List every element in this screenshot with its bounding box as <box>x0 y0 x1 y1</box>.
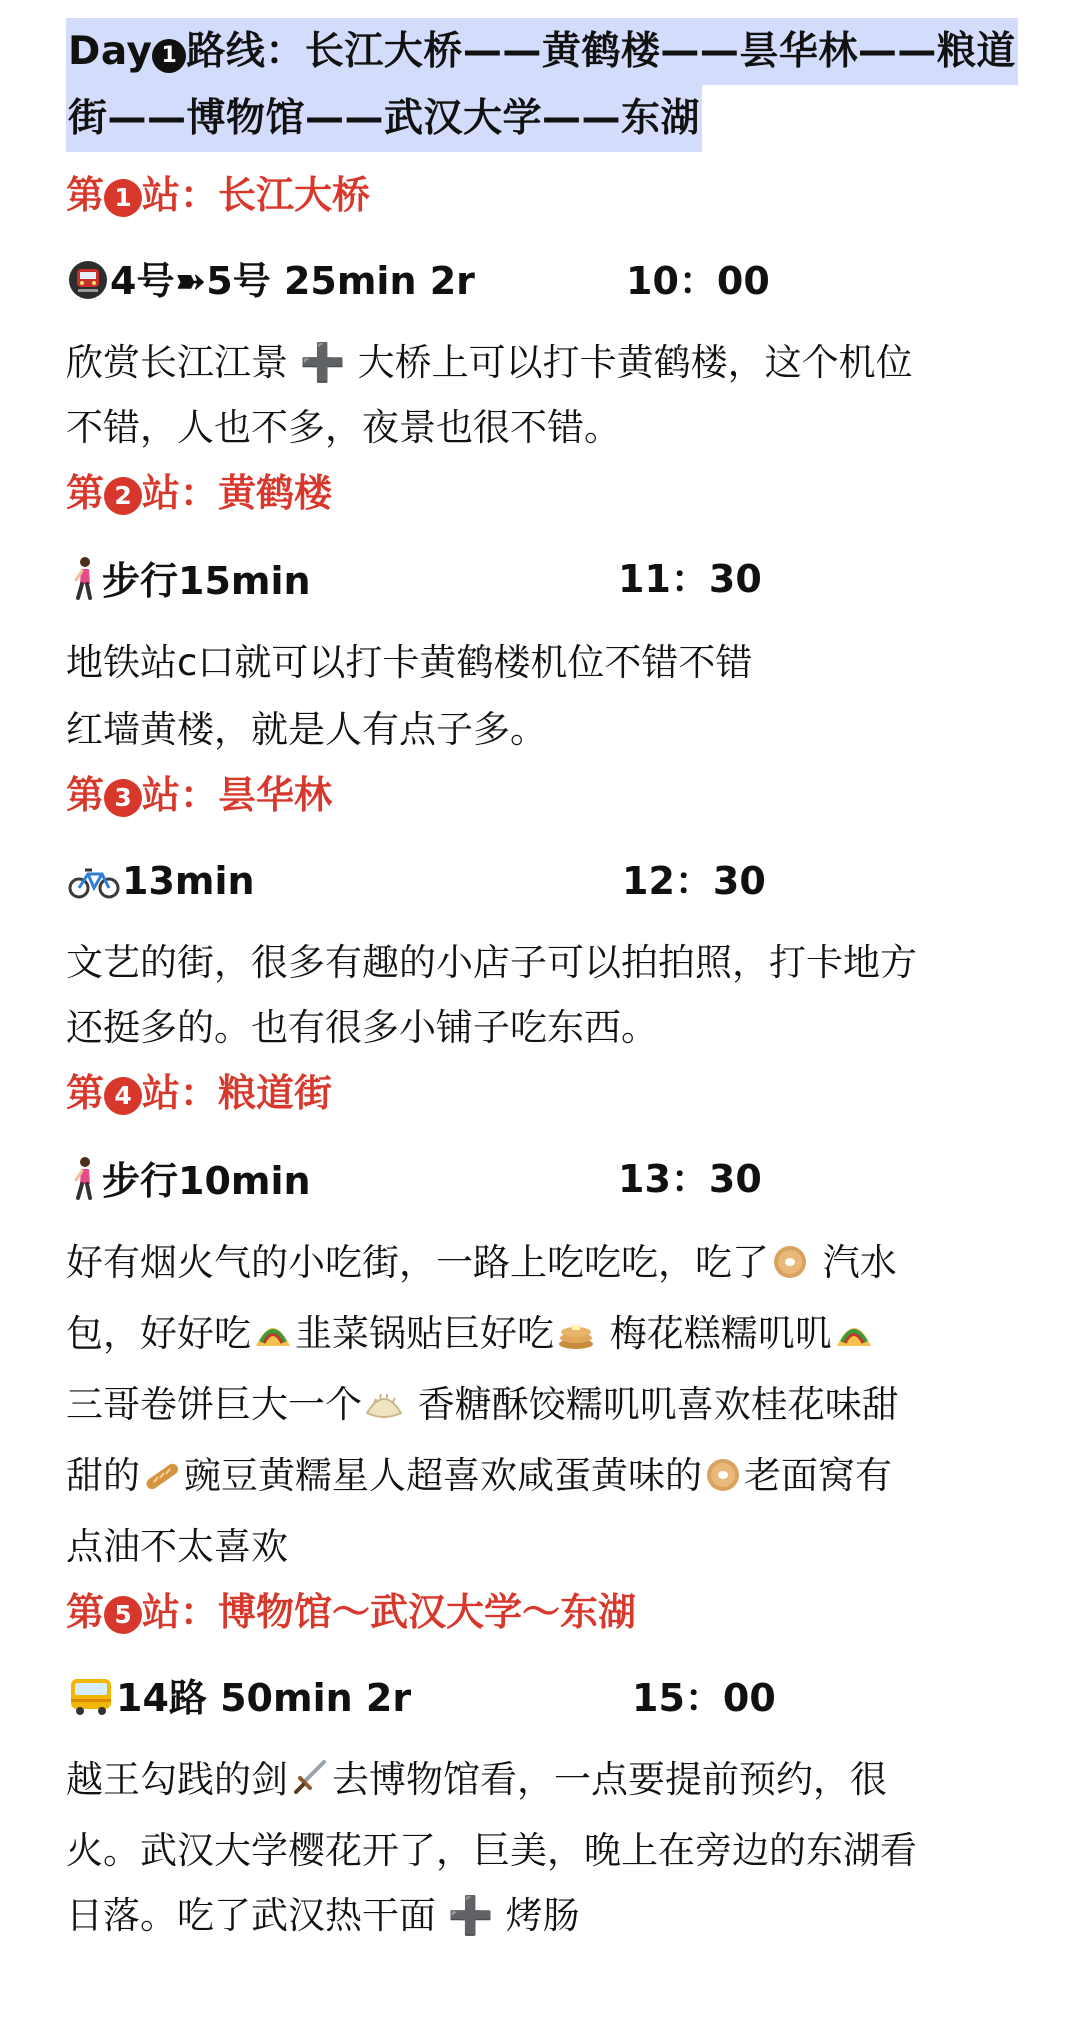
station-2-description: 地铁站c口就可以打卡黄鹤楼机位不错不错 <box>66 641 753 684</box>
station-4-transport: 步行10min 13：30 <box>66 1156 1014 1210</box>
bicycle-icon <box>68 864 120 910</box>
bagel-icon <box>704 1449 742 1514</box>
station-2-time: 11：30 <box>618 557 762 601</box>
walking-person-icon <box>68 1156 100 1210</box>
station-1-description: 欣赏长江江景 ➕ 大桥上可以打卡黄鹤楼，这个机位 不错，人也不多，夜景也很不错。 <box>66 341 913 449</box>
station-3-heading: 第 3 站：昙华林 <box>66 773 333 817</box>
station-1-time: 10：00 <box>626 259 770 303</box>
walking-person-icon <box>68 556 100 610</box>
station-5-time: 15：00 <box>632 1676 776 1720</box>
pancakes-icon <box>556 1307 596 1372</box>
station-3-description: 文艺的街，很多有趣的小店子可以拍拍照，打卡地方 还挺多的。也有很多小铺子吃东西。 <box>66 941 917 1049</box>
title-line-2: 街——博物馆——武汉大学——东湖 <box>66 85 702 152</box>
station-1-heading: 第 1 站：长江大桥 <box>66 173 371 217</box>
bus-icon <box>68 1675 114 1727</box>
bagel-icon <box>771 1236 809 1301</box>
itinerary-title <box>66 18 1014 152</box>
station-3-transport: 13min 12：30 <box>66 858 1014 910</box>
station-2-section <box>66 470 1014 762</box>
station-5-transport: 14路 50min 2r 15：00 <box>66 1675 1014 1727</box>
number-badge: 1 <box>152 39 186 73</box>
taco-icon <box>253 1307 293 1372</box>
title-line-1: Day 1 路线：长江大桥——黄鹤楼——昙华林——粮道 <box>66 18 1018 85</box>
station-5-section <box>66 1589 1014 1948</box>
station-4-heading: 第 4 站：粮道街 <box>66 1071 333 1115</box>
station-5-heading: 第 5 站：博物馆～武汉大学～东湖 <box>66 1590 637 1634</box>
number-badge: 4 <box>104 1077 142 1115</box>
number-badge: 3 <box>104 779 142 817</box>
station-2-description-2: 红墙黄楼，就是人有点子多。 <box>66 708 547 751</box>
station-3-time: 12：30 <box>622 859 766 903</box>
station-4-time: 13：30 <box>618 1157 762 1201</box>
taco-icon <box>834 1307 874 1372</box>
number-badge: 5 <box>104 1596 142 1634</box>
station-2-heading: 第 2 站：黄鹤楼 <box>66 471 333 515</box>
station-5-description: 越王勾践的剑 去博物馆看，一点要提前预约，很 火。武汉大学樱花开了，巨美，晚上在旁边的东湖看 日落。吃了武汉热干面 ➕ 烤肠 <box>66 1747 1014 1948</box>
station-1-section <box>66 172 1014 460</box>
station-4-section <box>66 1070 1014 1579</box>
number-badge: 2 <box>104 477 142 515</box>
metro-train-icon <box>68 260 108 310</box>
station-1-transport: 4号➽5号 25min 2r 10：00 <box>66 258 1014 310</box>
number-badge: 1 <box>104 179 142 217</box>
station-2-transport: 步行15min 11：30 <box>66 556 1014 610</box>
dumpling-icon <box>364 1378 404 1443</box>
station-4-description: 好有烟火气的小吃街，一路上吃吃吃，吃了 汽水 包，好好吃 韭菜锅贴巨好吃 梅花糕糯叽叽 三哥卷饼巨大一个 香糖酥饺糯叽叽喜欢桂花味甜 甜的 豌豆黄糯星人超喜欢咸蛋黄味的 老面窝有 点油不太喜欢 <box>66 1230 1014 1579</box>
baguette-icon <box>142 1449 182 1514</box>
station-3-section <box>66 772 1014 1060</box>
sword-icon <box>290 1753 330 1818</box>
